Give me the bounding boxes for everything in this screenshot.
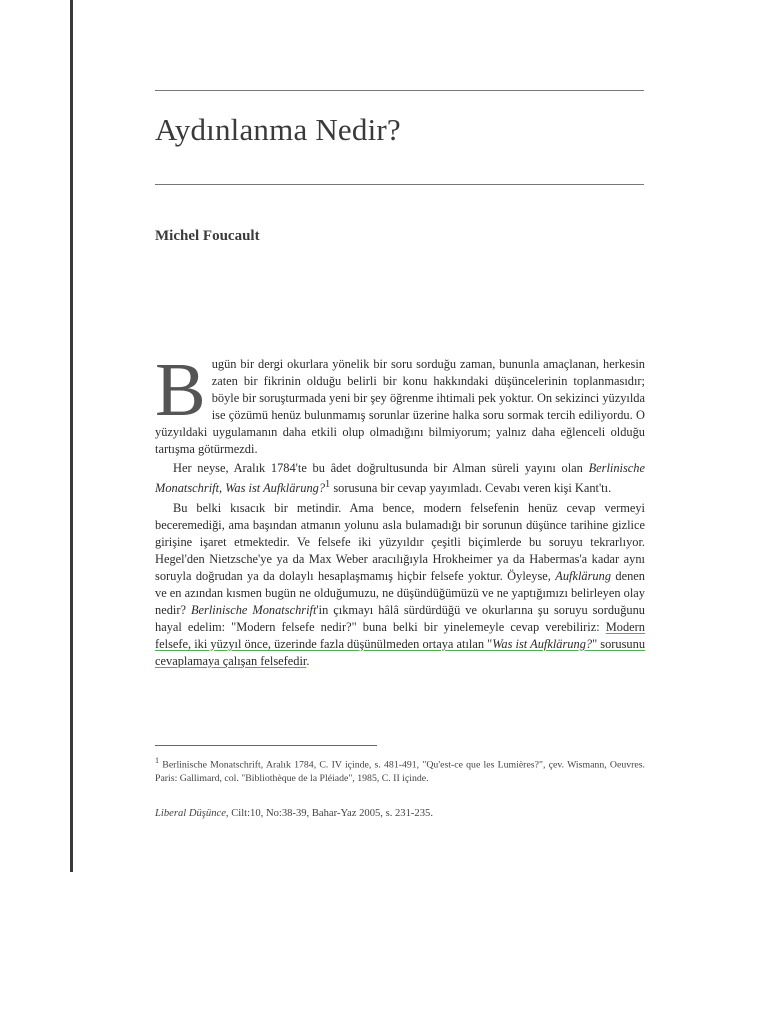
title-rule-top	[155, 90, 644, 91]
paragraph-3	[155, 500, 645, 669]
highlighted-text-b: " sorusunu cevaplamaya çalışan felsefedir	[155, 636, 646, 668]
title-rule-bottom	[155, 184, 644, 185]
drop-cap: B	[155, 348, 206, 432]
footnote-mark: 1	[155, 756, 160, 765]
highlighted-text-a: Modern felsefe, iki yüzyıl önce, üzerinde fazla düşünülmeden ortaya atılan "	[155, 619, 645, 651]
paragraph-3-text-a: Bu belki kısacık bir metindir. Ama bence, modern felsefenin henüz cevap vermeyi beceremediği, ama başından atmanın yolunu asla bulamadığı bir sorunun düşünce tarihine gizlice girişine işaret etmektedir. Ve felsefe iki yüzyıldır çeşitli biçimlerde bu soruyu tekrarlıyor. Hegel'den Nietzsche'ye ya da Max Weber aracılığıyla Hrokheimer ya da Habermas'a kadar aynı soruyla doğrudan ya da dolaylı hesaplaşmamış hiçbir felsefe yoktur. Öyleyse,	[155, 501, 645, 583]
article-body	[155, 348, 646, 669]
journal-name-italic: Berlinische Monatschrift, Was ist Aufklärung?	[155, 461, 645, 496]
author-name: Michel Foucault	[155, 228, 260, 244]
paragraph-1	[155, 348, 645, 457]
paragraph-3-end: .	[306, 653, 310, 668]
footnote	[155, 754, 645, 786]
journal-title: Liberal Düşünce	[155, 808, 226, 819]
paragraph-1-text: ugün bir dergi okurlara yönelik bir soru sorduğu zaman, bununla amaçlanan, herkesin zaten bir fikrinin olduğu belirli bir konu hakkındaki düşüncelerinin toplanmasıdır; böyle bir soruşturmada yeni bir şey öğrenme ihtimali pek yoktur. On sekizinci yüzyılda ise çözümü henüz bulunmamış sorunlar üzerine halka soru sormak tercih ediliyordu. O yüzyıldaki uygulamanın daha etkili olup olmadığını bilmiyorum; yalnız daha eğlenceli olduğu tartışma götürmezdi.	[155, 357, 645, 456]
paragraph-3-text-c: 'in çıkmayı hâlâ sürdürdüğü ve okurlarına şu soruyu sorduğunu hayal edelim: "Modern felsefe nedir?" buna belki bir yinelemeyle cevap verebiliriz:	[155, 602, 645, 634]
paragraph-2-text-b: sorusuna bir cevap yayımladı. Cevabı veren kişi Kant'tı.	[330, 481, 612, 496]
footnote-text: Berlinische Monatschrift, Aralık 1784, C. IV içinde, s. 481-491, "Qu'est-ce que les Lumières?", çev. Wismann, Oeuvres. Paris: Gallimard, col. "Bibliothèque de la Pléiade", 1985, C. II içinde.	[155, 759, 645, 785]
footnote-reference: 1	[325, 479, 331, 491]
paragraph-3-text-b: denen ve en azından kısmen bugün ne olduğumuzu, ne düşündüğümüzü ve ne yaptığımızı belirleyen olay nedir?	[155, 569, 645, 617]
highlighted-italic: Was ist Aufklärung?	[492, 636, 593, 651]
paragraph-2	[155, 460, 645, 497]
aufklarung-italic: Aufklärung	[555, 569, 612, 583]
article-title: Aydınlanma Nedir?	[155, 112, 401, 147]
journal-name-italic-2: Berlinische Monatschrift	[190, 602, 317, 617]
footnote-rule	[155, 745, 377, 746]
citation-details: , Cilt:10, No:38-39, Bahar-Yaz 2005, s. 231-235.	[225, 808, 433, 819]
paragraph-2-text-a: Her neyse, Aralık 1784'te bu âdet doğrultusunda bir Alman süreli yayını olan	[173, 461, 589, 476]
page-binding-edge	[70, 0, 73, 872]
journal-citation	[155, 808, 433, 819]
